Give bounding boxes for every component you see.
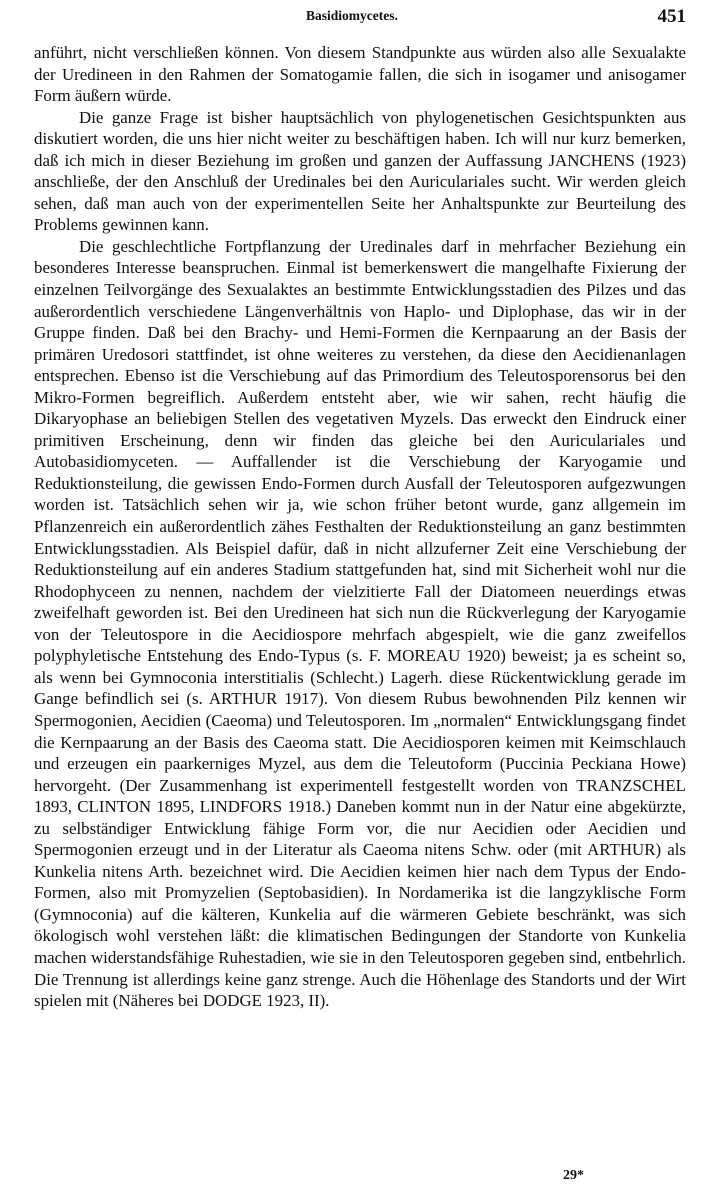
paragraph-1: anführt, nicht verschließen können. Von diesem Standpunkte aus würden also alle Sexualakte der Uredineen in den Rahmen der Somatogamie fallen, die sich in isogamer und anisogamer Form äußern würde. [34,43,686,106]
page-number: 451 [657,6,686,27]
running-head: Basidiomycetes. [306,8,398,23]
page-header [0,6,718,30]
paragraph-2: Die ganze Frage ist bisher hauptsächlich von phylogenetischen Gesichtspunkten aus diskutiert worden, die uns hier nicht weiter zu beschäftigen haben. Ich will nur kurz bemerken, daß ich mich in dieser Beziehung im großen und ganzen der Auffassung JANCHENS (1923) anschließe, der den Anschluß der Uredinales bei den Auriculariales sucht. Wir werden gleich sehen, daß man auch von der experimentellen Seite her Anhaltspunkte zur Beurteilung des Problems gewinnen kann. [34,107,686,235]
signature-mark: 29* [563,1168,584,1183]
body-text [34,42,686,1012]
paragraph-3: Die geschlechtliche Fortpflanzung der Uredinales darf in mehrfacher Beziehung ein besonderes Interesse beanspruchen. Einmal ist bemerkenswert die mangelhafte Fixierung der einzelnen Teilvorgänge des Sexualaktes an bestimmte Entwicklungsstadien des Pilzes und das außerordentlich verschiedene Längenverhältnis von Haplo- und Diplophase, das wir in der Gruppe finden. Daß bei den Brachy- und Hemi-Formen die Kernpaarung an der Basis der primären Uredosori stattfindet, ist ohne weiteres zu verstehen, da diese den Aecidienanlagen entsprechen. Ebenso ist die Verschiebung auf das Primordium des Teleutosporensorus bei den Mikro-Formen begreiflich. Außerdem entsteht aber, wie wir sahen, recht häufig die Dikaryophase an beliebigen Stellen des vegetativen Myzels. Das erweckt den Eindruck einer primitiven Erscheinung, denn wir finden das gleiche bei den Auriculariales und Autobasidiomyceten. — Auffallender ist die Verschiebung der Karyogamie und Reduktionsteilung, die gewissen Endo-Formen durch Ausfall der Teleutosporen aufgezwungen worden ist. Tatsächlich sehen wir ja, wie schon früher betont wurde, ganz allgemein im Pflanzenreich ein außerordentlich zähes Festhalten der Reduktionsteilung an ganz bestimmten Entwicklungsstadien. Als Beispiel dafür, daß in nicht allzuferner Zeit eine Verschiebung der Reduktionsteilung auf ein anderes Stadium stattgefunden hat, sind mit Sicherheit wohl nur die Rhodophyceen zu nennen, nachdem der vielzitierte Fall der Diatomeen neuerdings etwas zweifelhaft geworden ist. Bei den Uredineen hat sich nun die Rückverlegung der Karyogamie von der Teleutospore in die Aecidiospore mehrfach abgespielt, wie die ganz zweifellos polyphyletische Entstehung des Endo-Typus (s. F. MOREAU 1920) beweist; ja es scheint so, als wenn bei Gymnoconia interstitialis (Schlecht.) Lagerh. diese Rückentwicklung gerade im Gange befindlich sei (s. ARTHUR 1917). Von diesem Rubus bewohnenden Pilz kennen wir Spermogonien, Aecidien (Caeoma) und Teleutosporen. Im „normalen“ Entwicklungsgang findet die Kernpaarung an der Basis des Caeoma statt. Die Aecidiosporen keimen mit Keimschlauch und erzeugen ein paarkerniges Myzel, aus dem die Teleutoform (Puccinia Peckiana Howe) hervorgeht. (Der Zusammenhang ist experimentell festgestellt worden von TRANZSCHEL 1893, CLINTON 1895, LINDFORS 1918.) Daneben kommt nun in der Natur eine abgekürzte, zu selbständiger Entwicklung fähige Form vor, die nur Aecidien oder Aecidien und Spermogonien erzeugt und in der Literatur als Caeoma nitens Schw. oder (mit ARTHUR) als Kunkelia nitens Arth. bezeichnet wird. Die Aecidien keimen hier nach dem Typus der Endo-Formen, also mit Promyzelien (Septobasidien). In Nordamerika ist die langzyklische Form (Gymnoconia) auf die kälteren, Kunkelia auf die wärmeren Gebiete beschränkt, was sich ökologisch wohl verstehen läßt: die klimatischen Bedingungen der Standorte von Kunkelia machen widerstandsfähige Ruhestadien, wie sie in den Teleutosporen gegeben sind, entbehrlich. Die Trennung ist allerdings keine ganz strenge. Auch die Höhenlage des Standorts und der Wirt spielen mit (Näheres bei DODGE 1923, II). [34,236,686,1011]
